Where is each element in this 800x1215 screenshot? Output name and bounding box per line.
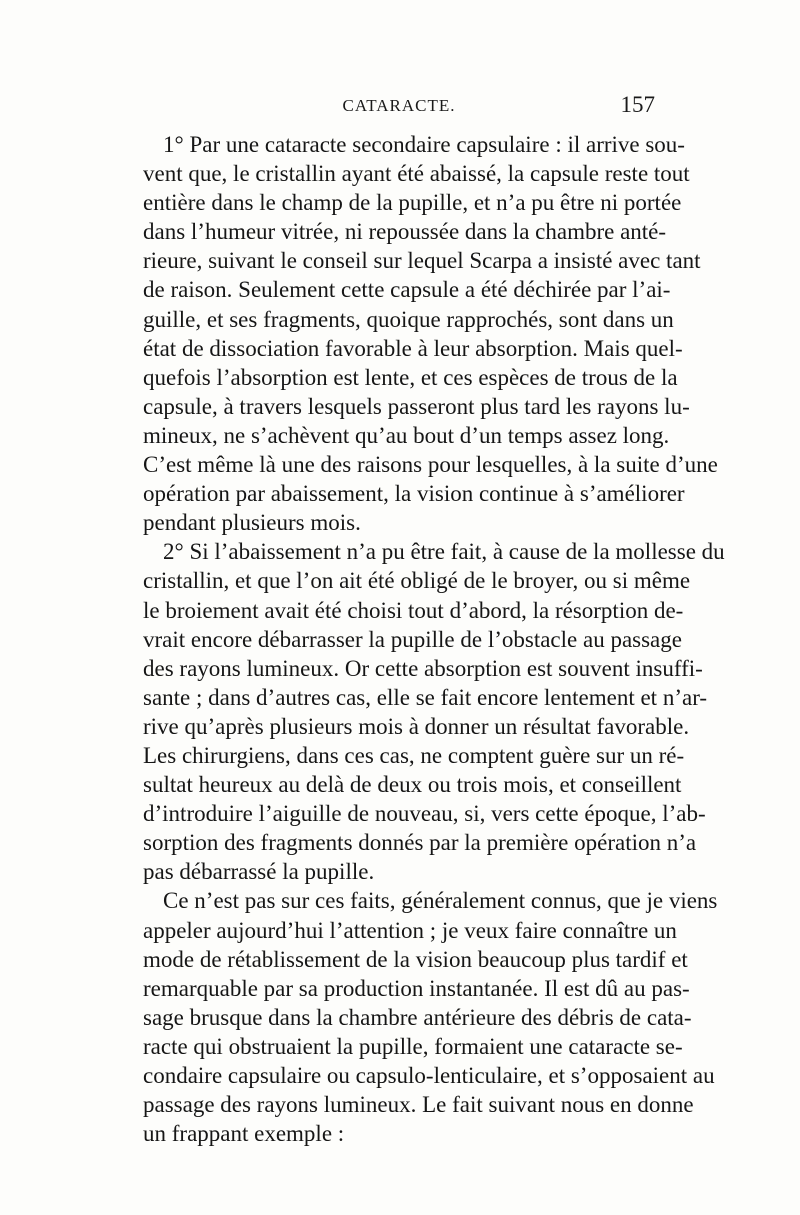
text-line: appeler aujourd’hui l’attention ; je veux faire connaître un bbox=[143, 917, 677, 943]
text-line: opération par abaissement, la vision continue à s’améliorer bbox=[143, 481, 685, 507]
text-line: état de dissociation favorable à leur absorption. Mais quel- bbox=[143, 335, 683, 361]
text-line: sage brusque dans la chambre antérieure des débris de cata- bbox=[143, 1004, 692, 1030]
text-line: le broiement avait été choisi tout d’abord, la résorption de- bbox=[143, 597, 684, 623]
text-line: 1° Par une cataracte secondaire capsulaire : il arrive sou- bbox=[163, 132, 685, 157]
text-line: entière dans le champ de la pupille, et n’a pu être ni portée bbox=[143, 190, 682, 216]
text-line: condaire capsulaire ou capsulo-lenticulaire, et s’opposaient au bbox=[143, 1063, 715, 1088]
text-line: dans l’humeur vitrée, ni repoussée dans la chambre anté- bbox=[143, 219, 667, 245]
text-line: racte qui obstruaient la pupille, formaient une cataracte se- bbox=[143, 1033, 683, 1059]
text-line: Les chirurgiens, dans ces cas, ne comptent guère sur un ré- bbox=[143, 742, 685, 768]
page-number: 157 bbox=[620, 92, 655, 117]
running-title: CATARACTE. bbox=[342, 96, 456, 115]
text-line: guille, et ses fragments, quoique rapprochés, sont dans un bbox=[143, 306, 674, 332]
text-line: sorption des fragments donnés par la première opération n’a bbox=[143, 830, 697, 856]
page-header bbox=[143, 92, 655, 122]
text-line: 2° Si l’abaissement n’a pu être fait, à cause de la mollesse du bbox=[163, 539, 725, 565]
text-line: de raison. Seulement cette capsule a été déchirée par l’ai- bbox=[143, 277, 671, 303]
paragraph-3 bbox=[143, 886, 718, 1148]
text-line: pendant plusieurs mois. bbox=[143, 510, 361, 536]
text-line: C’est même là une des raisons pour lesquelles, à la suite d’une bbox=[143, 452, 718, 478]
text-line: d’introduire l’aiguille de nouveau, si, vers cette époque, l’ab- bbox=[143, 801, 706, 827]
text-line: pas débarrassé la pupille. bbox=[143, 859, 375, 885]
text-line: sante ; dans d’autres cas, elle se fait encore lentement et n’ar- bbox=[143, 684, 708, 710]
text-line: vrait encore débarrasser la pupille de l’obstacle au passage bbox=[143, 626, 682, 652]
text-line: un frappant exemple : bbox=[143, 1121, 345, 1147]
text-line: Ce n’est pas sur ces faits, généralement connus, que je viens bbox=[163, 888, 718, 914]
text-line: rieure, suivant le conseil sur lequel Scarpa a insisté avec tant bbox=[143, 248, 701, 274]
paragraph-2 bbox=[143, 537, 725, 886]
text-line: cristallin, et que l’on ait été obligé de le broyer, ou si même bbox=[143, 568, 691, 594]
text-line: mode de rétablissement de la vision beaucoup plus tardif et bbox=[143, 946, 688, 972]
paragraph-1 bbox=[143, 130, 718, 537]
text-line: rive qu’après plusieurs mois à donner un résultat favorable. bbox=[143, 713, 690, 739]
text-line: passage des rayons lumineux. Le fait suivant nous en donne bbox=[143, 1092, 694, 1118]
text-line: des rayons lumineux. Or cette absorption est souvent insuffi- bbox=[143, 655, 703, 681]
text-line: vent que, le cristallin ayant été abaissé, la capsule reste tout bbox=[143, 161, 690, 187]
text-line: mineux, ne s’achèvent qu’au bout d’un temps assez long. bbox=[143, 422, 670, 448]
text-line: quefois l’absorption est lente, et ces espèces de trous de la bbox=[143, 364, 678, 390]
text-line: capsule, à travers lesquels passeront plus tard les rayons lu- bbox=[143, 393, 690, 419]
body-text bbox=[143, 130, 725, 1148]
text-line: remarquable par sa production instantanée. Il est dû au pas- bbox=[143, 975, 690, 1001]
text-line: sultat heureux au delà de deux ou trois mois, et conseillent bbox=[143, 772, 682, 798]
